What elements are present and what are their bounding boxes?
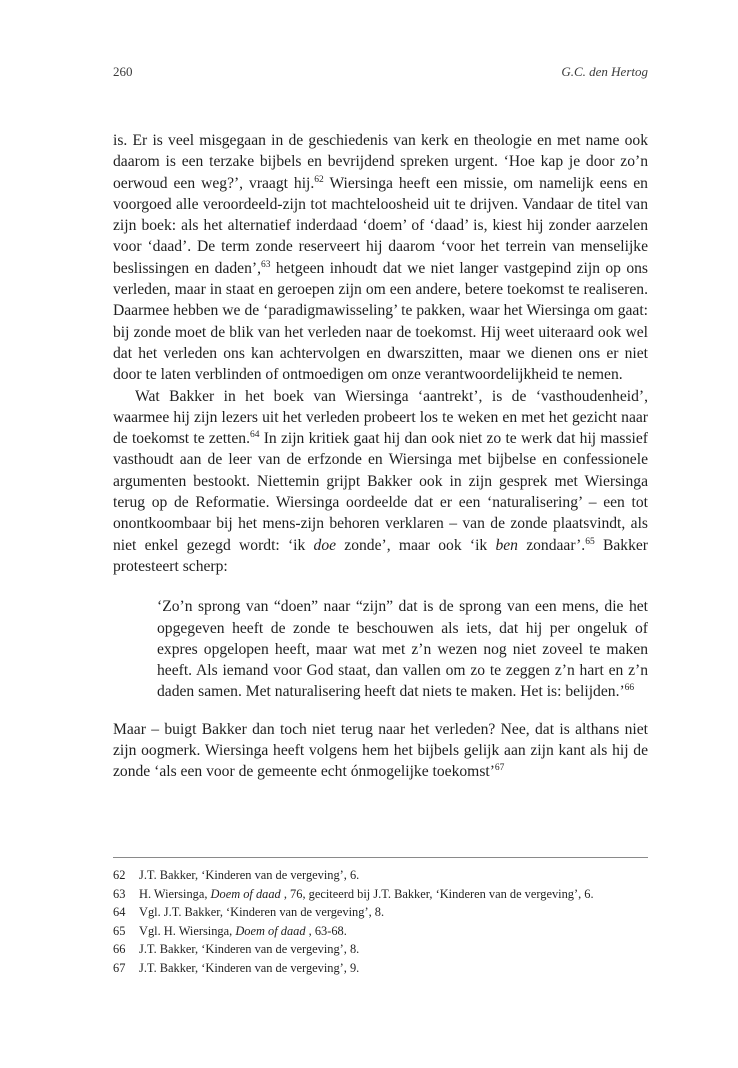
footnote-item xyxy=(113,866,648,885)
emphasis: ben xyxy=(495,536,518,554)
footnote-item xyxy=(113,959,648,978)
footnote-item xyxy=(113,903,648,922)
footnote-text: , 63-68. xyxy=(305,923,347,938)
footnote-item xyxy=(113,940,648,959)
footnote-text: , 76, geciteerd bij J.T. Bakker, ‘Kinderen van de vergeving’, 6. xyxy=(280,886,594,901)
footnote-ref-66[interactable]: 66 xyxy=(624,683,635,694)
footnote-text: H. Wiersinga, xyxy=(139,886,211,901)
footnote-ref-64[interactable]: 64 xyxy=(250,430,260,441)
footnote-divider xyxy=(113,857,648,858)
footnotes xyxy=(113,866,648,978)
footnote-number: 65 xyxy=(113,923,126,938)
page-header xyxy=(113,64,648,84)
footnote-title: Doem of daad xyxy=(235,923,306,938)
text-run: Wat Bakker in het boek van Wiersinga ‘aantrekt’, is de ‘vasthoudenheid’, waarmee hij zijn lezers uit het verleden probeert los te weken en met het gezicht naar de toekomst te zetten. xyxy=(113,387,648,448)
footnote-item xyxy=(113,922,648,941)
body-text xyxy=(113,130,648,783)
footnote-text: Vgl. H. Wiersinga, xyxy=(139,923,236,938)
footnote-number: 66 xyxy=(113,942,126,957)
footnote-text: J.T. Bakker, ‘Kinderen van de vergeving’, 9. xyxy=(139,960,360,975)
footnote-number: 63 xyxy=(113,886,126,901)
text-run: hetgeen inhoudt dat we niet langer vastgepind zijn op ons verleden, maar in staat en geroepen zijn om een andere, betere toekomst te realiseren. Daarmee hebben we de ‘paradigmawisseling’ te pakken, waar het Wiersinga om gaat: bij zonde moet de blik van het verleden naar de toekomst. Hij weet uiteraard ook wel dat het verleden ons kan achtervolgen en dwarszitten, maar we dienen ons er niet door te laten verblinden of ontmoedigen om onze verantwoordelijkheid te nemen. xyxy=(113,259,648,384)
footnote-number: 67 xyxy=(113,960,126,975)
text-run: Maar – buigt Bakker dan toch niet terug naar het verleden? Nee, dat is althans niet zijn oogmerk. Wiersinga heeft volgens hem het bijbels gelijk aan zijn kant als hij de zonde ‘als een voor de gemeente echt ónmogelijke toekomst’ xyxy=(113,720,648,781)
footnote-number: 64 xyxy=(113,905,126,920)
footnote-ref-67[interactable]: 67 xyxy=(494,763,505,774)
footnote-ref-63[interactable]: 63 xyxy=(261,259,271,270)
footnote-text: Vgl. J.T. Bakker, ‘Kinderen van de vergeving’, 8. xyxy=(139,905,385,920)
paragraph-1 xyxy=(113,130,648,386)
footnote-text: J.T. Bakker, ‘Kinderen van de vergeving’, 6. xyxy=(139,868,360,882)
block-quote xyxy=(157,596,648,702)
footnote-item xyxy=(113,885,648,904)
text-run: is. Er is veel misgegaan in de geschiedenis van kerk en theologie en met name ook daarom is een terzake bijbels en bevrijdend spreken urgent. ‘Hoe kap je door zo’n oerwoud een weg?’, vraagt hij. xyxy=(113,132,648,192)
quote-text: ‘Zo’n sprong van “doen” naar “zijn” dat is de sprong van een mens, die het opgegeven heeft de zonde te beschouwen als iets, dat hij per ongeluk of expres opgelopen heeft, maar wat met z’n wezen nog niet zoveel te maken heeft. Als iemand voor God staat, dan vallen om zo te zeggen z’n hart en z’n daden samen. Met naturalisering heeft dat niets te maken. Het is: belijden.’ xyxy=(157,598,648,701)
footnote-number: 62 xyxy=(113,868,126,882)
footnote-ref-65[interactable]: 65 xyxy=(585,536,595,547)
text-run: zondaar’. xyxy=(517,536,586,554)
paragraph-3 xyxy=(113,719,648,783)
footnote-title: Doem of daad xyxy=(210,886,281,901)
footnote-text: J.T. Bakker, ‘Kinderen van de vergeving’, 8. xyxy=(139,942,360,957)
footnote-ref-62[interactable]: 62 xyxy=(314,174,324,185)
text-run: Bakker protesteert scherp: xyxy=(113,536,648,575)
page-number: 260 xyxy=(113,64,133,79)
emphasis: doe xyxy=(313,536,337,554)
paragraph-2 xyxy=(113,386,648,578)
text-run: In zijn kritiek gaat hij dan ook niet zo te werk dat hij massief vasthoudt aan de leer van de erfzonde en Wiersinga met bijbelse en confessionele argumenten bestookt. Niettemin grijpt Bakker ook in zijn gesprek met Wiersinga terug op de Reformatie. Wiersinga oordeelde dat er een ‘naturalisering’ – een tot onontkoombaar bij het mens-zijn behoren verklaren – van de zonde plaatsvindt, als niet enkel gezegd wordt: ‘ik xyxy=(113,430,648,554)
running-head: G.C. den Hertog xyxy=(561,64,648,79)
text-run: Wiersinga heeft een missie, om namelijk eens en voorgoed alle veroordeeld-zijn tot machteloosheid uit te drijven. Vandaar de titel van zijn boek: als het alternatief inderdaad ‘doem’ of ‘daad’ is, kiest hij zonder aarzelen voor ‘daad’. De term zonde reserveert hij daarom ‘voor het terrein van menselijke beslissingen en daden’, xyxy=(113,174,648,277)
text-run: zonde’, maar ook ‘ik xyxy=(336,536,496,554)
